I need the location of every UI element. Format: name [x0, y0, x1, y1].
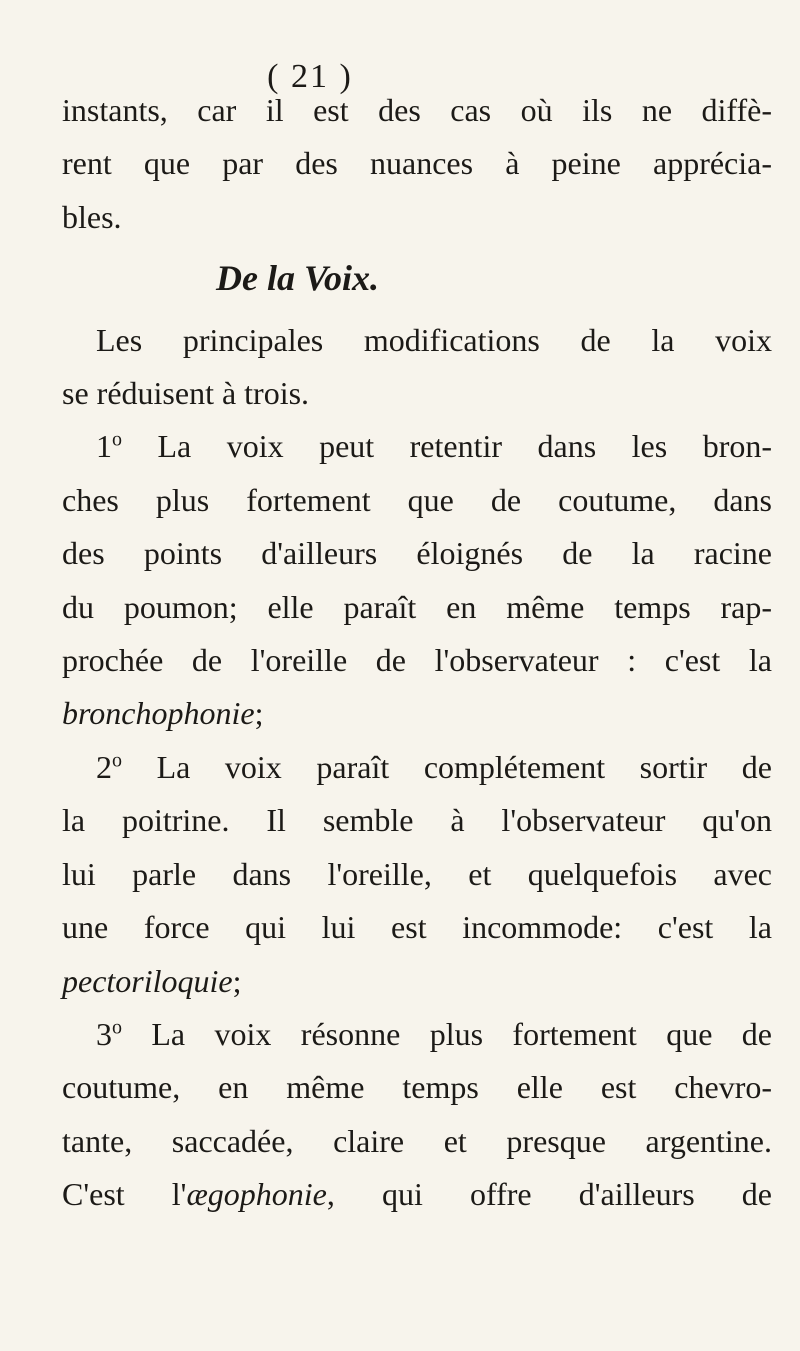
- text-fragment: La voix paraît complétement sortir de: [122, 748, 772, 785]
- text-line: du poumon; elle paraît en même temps rap-: [62, 588, 772, 625]
- page-number: ( 21 ): [267, 58, 353, 95]
- text-line: lui parle dans l'oreille, et quelquefois avec: [62, 855, 772, 892]
- text-line: Les principales modifications de la voix: [96, 321, 772, 358]
- text-fragment: La voix peut retentir dans les bron-: [122, 428, 772, 465]
- text-fragment: ;: [254, 695, 264, 732]
- term-pectoriloquie: pectoriloquie: [62, 962, 233, 999]
- text-line: [62, 741, 772, 794]
- text-line: se réduisent à trois.: [62, 375, 310, 412]
- text-line: la poitrine. Il semble à l'observateur qu'on: [62, 802, 772, 839]
- list-number: 2: [96, 748, 112, 785]
- text-fragment: , qui offre d'ailleurs de: [326, 1176, 773, 1213]
- text-line: coutume, en même temps elle est chevro-: [62, 1069, 772, 1106]
- text-line: prochée de l'oreille de l'observateur : c'est la: [62, 642, 772, 679]
- section-heading: De la Voix.: [216, 258, 380, 299]
- ordinal-mark: o: [112, 1016, 122, 1039]
- text-line: ches plus fortement que de coutume, dans: [62, 481, 772, 518]
- text-line: tante, saccadée, claire et presque argentine.: [62, 1122, 772, 1159]
- text-line: [62, 955, 772, 1008]
- body-text: [62, 84, 772, 1222]
- text-line: [62, 1168, 772, 1221]
- list-number: 3: [96, 1015, 112, 1052]
- text-fragment: ;: [232, 962, 242, 999]
- text-line: instants, car il est des cas où ils ne diffè-: [62, 92, 772, 128]
- text-line: des points d'ailleurs éloignés de la racine: [62, 535, 772, 572]
- text-line: une force qui lui est incommode: c'est la: [62, 909, 772, 946]
- text-line: [62, 420, 772, 473]
- text-fragment: C'est l': [62, 1176, 187, 1213]
- text-line: [62, 687, 772, 740]
- text-line: rent que par des nuances à peine apprécia-: [62, 145, 772, 182]
- ordinal-mark: o: [112, 749, 122, 772]
- term-bronchophonie: bronchophonie: [62, 695, 255, 732]
- text-line: bles.: [62, 198, 122, 235]
- text-fragment: La voix résonne plus fortement que de: [122, 1015, 772, 1052]
- term-aegophonie: ægophonie: [186, 1176, 327, 1213]
- list-number: 1: [96, 428, 112, 465]
- ordinal-mark: o: [112, 428, 122, 451]
- text-line: [62, 1008, 772, 1061]
